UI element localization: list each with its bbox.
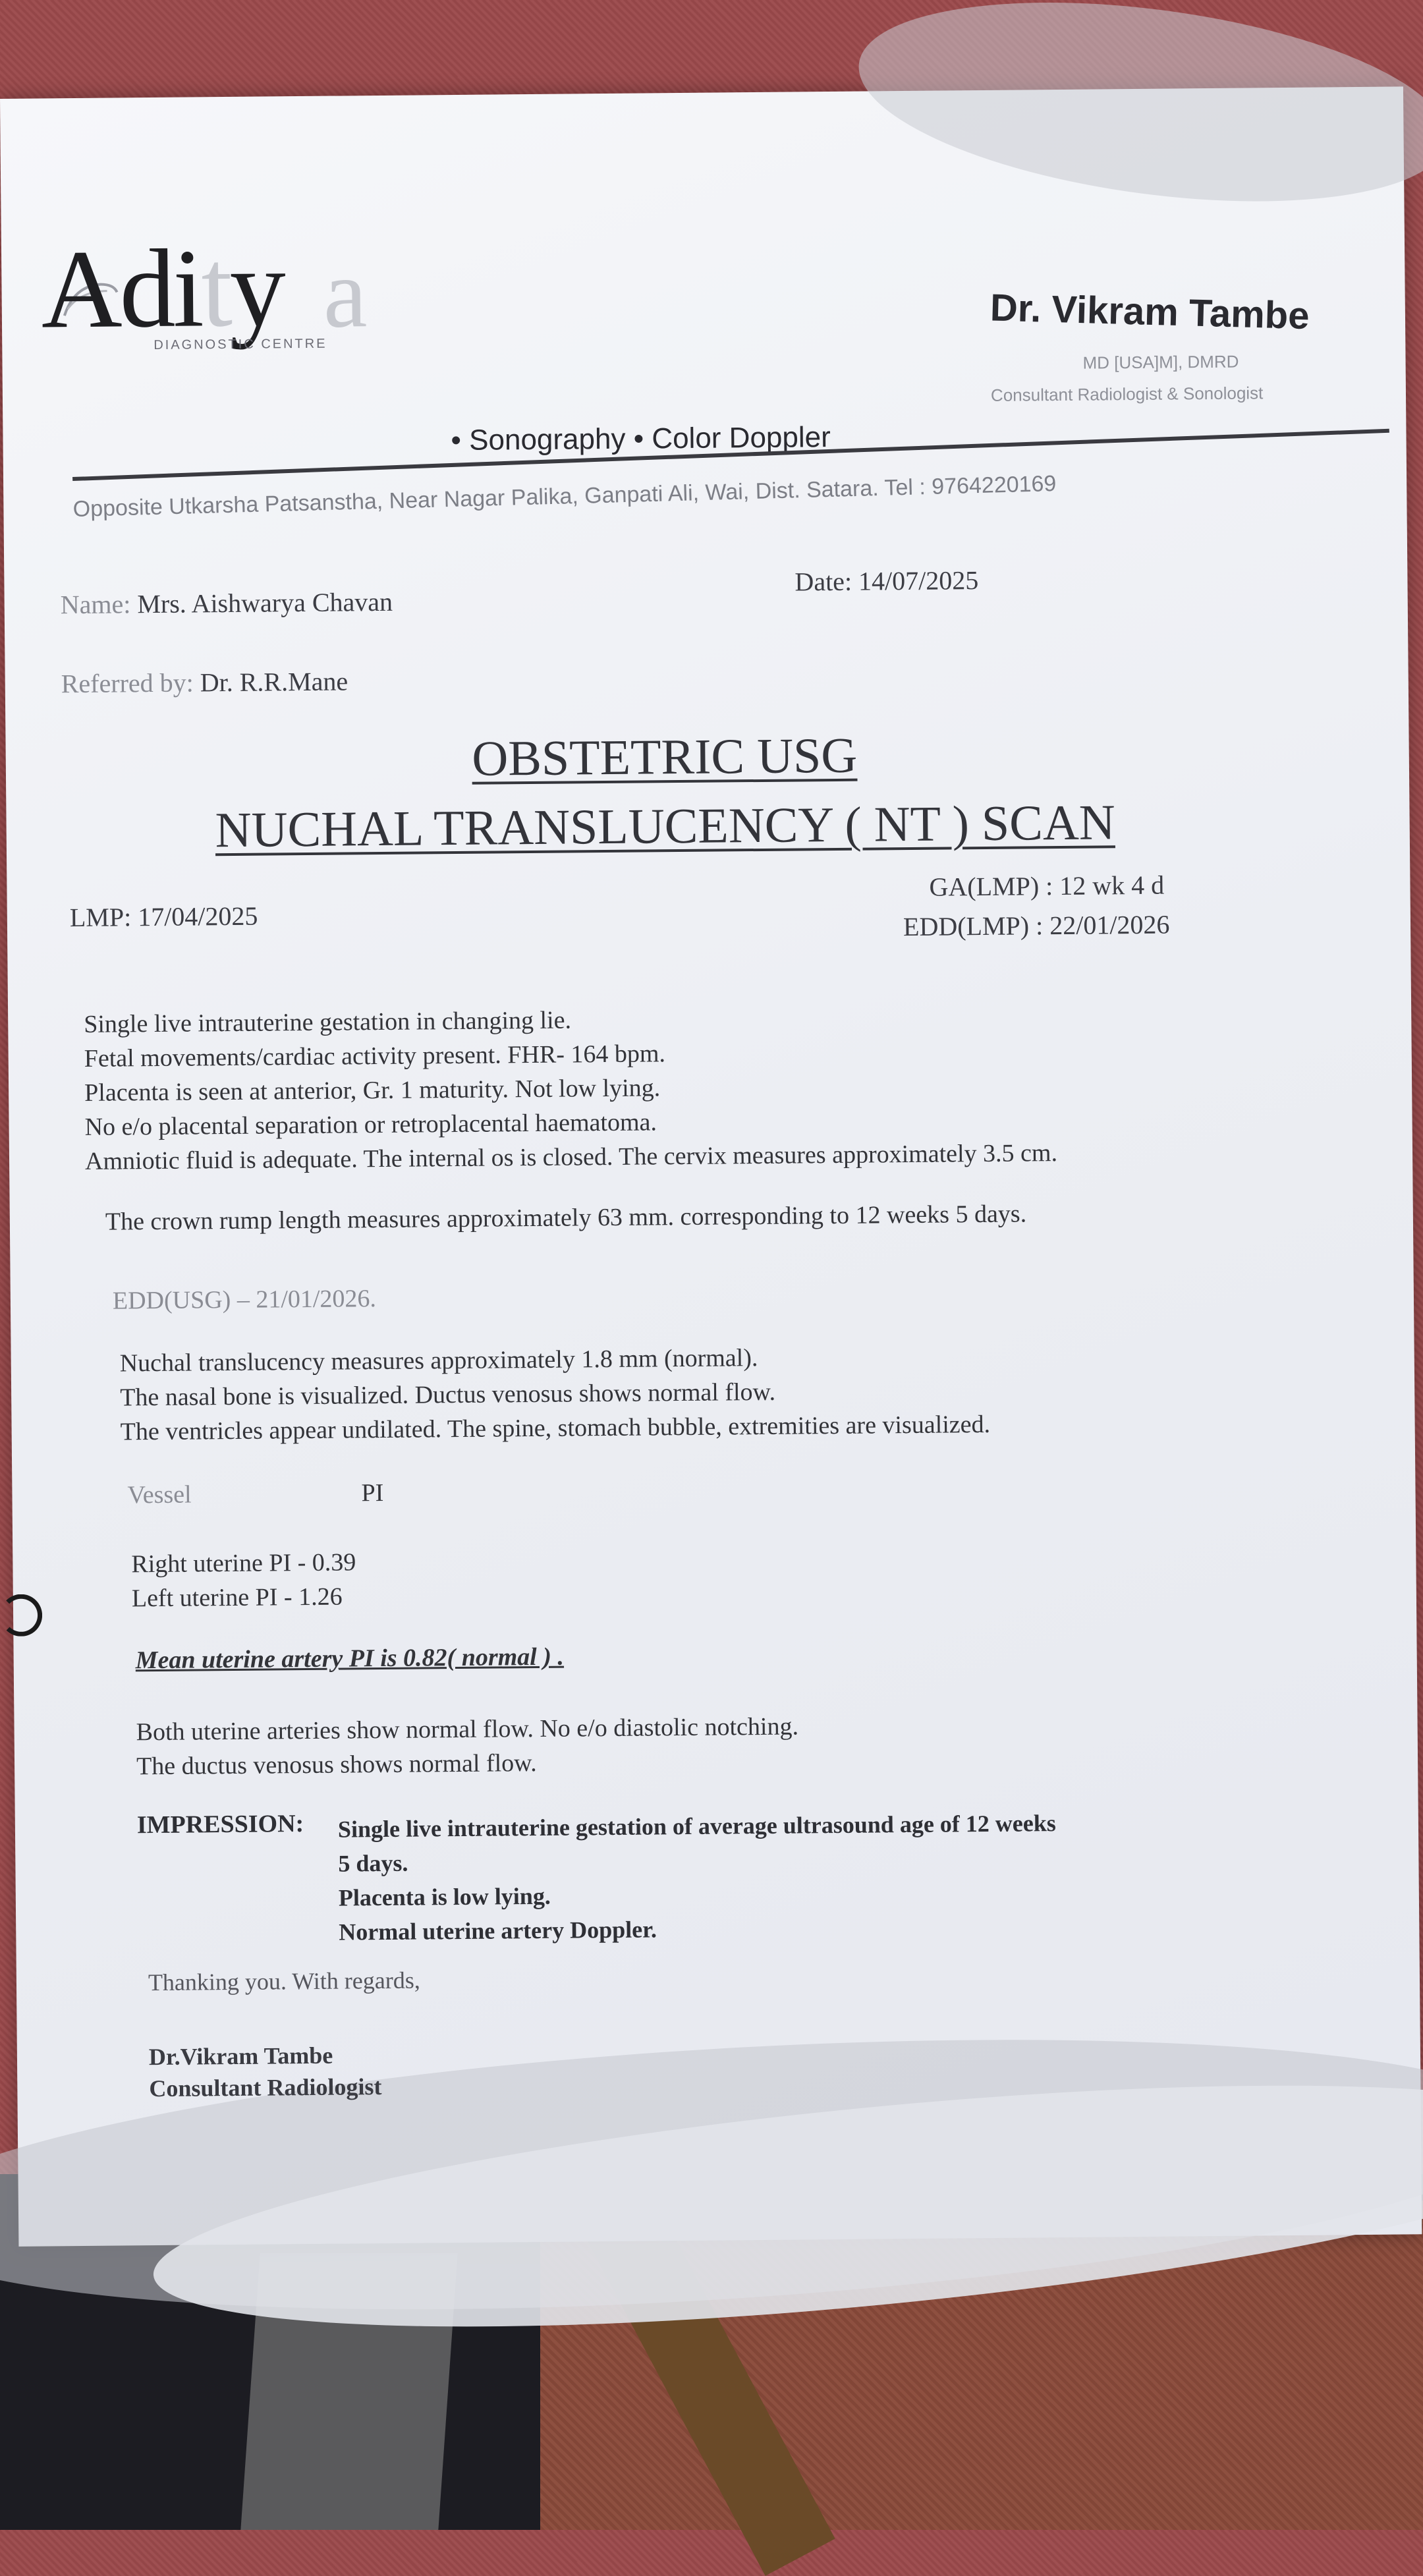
lmp-date: LMP: 17/04/2025 [69,901,258,933]
edd-usg: EDD(USG) – 21/01/2026. [112,1285,377,1315]
finding-line: Fetal movements/cardiac activity present. FHR- 164 bpm. [84,1040,666,1073]
vessel-row: Right uterine PI - 0.39 [131,1548,356,1579]
nt-findings-block [120,1339,991,1449]
finding-line: No e/o placental separation or retroplacental haematoma. [84,1108,657,1141]
finding-line: Placenta is seen at anterior, Gr. 1 maturity. Not low lying. [84,1074,661,1107]
doctor-name: Dr. Vikram Tambe [990,286,1310,338]
clinic-logo [40,225,411,366]
punch-hole [0,1594,42,1637]
report-date-field [795,565,978,597]
finding-line: Single live intrauterine gestation in changing lie. [84,1006,572,1038]
referring-doctor: Dr. R.R.Mane [200,666,349,698]
patient-name: Mrs. Aishwarya Chavan [137,586,393,619]
vessel-row: Left uterine PI - 1.26 [131,1582,343,1613]
nt-finding-line: Nuchal translucency measures approximately 1.8 mm (normal). [119,1344,758,1378]
vessel-table-rows [131,1545,356,1615]
impression-line: 5 days. [338,1849,408,1877]
closing-thanks: Thanking you. With regards, [148,1967,420,1996]
edd-lmp: EDD(LMP) : 22/01/2026 [903,909,1170,942]
patient-name-field [60,586,393,620]
vessel-table-header [127,1478,384,1513]
findings-block [84,999,1057,1179]
finding-line: Amniotic fluid is adequate. The internal os is closed. The cervix measures approximately 3.5 cm. [84,1139,1058,1175]
doppler-note-line: The ductus venosus shows normal flow. [136,1749,537,1781]
doctor-degree: MD [USA]M], DMRD [1082,351,1239,373]
impression-line: Placenta is low lying. [338,1882,551,1911]
nt-finding-line: The nasal bone is visualized. Ductus venosus shows normal flow. [120,1378,776,1412]
report-subtitle: NUCHAL TRANSLUCENCY ( NT ) SCAN [215,795,1115,858]
impression-label: IMPRESSION: [136,1810,304,1839]
referred-by-field [61,665,349,699]
signature-name: Dr.Vikram Tambe [148,2042,333,2071]
signature-title: Consultant Radiologist [149,2073,382,2102]
gestational-age: GA(LMP) : 12 wk 4 d [929,870,1165,902]
logo-wordmark: Adity [40,225,284,352]
services-line: • Sonography • Color Doppler [451,421,831,457]
doppler-notes [136,1710,798,1784]
doctor-title: Consultant Radiologist & Sonologist [990,383,1264,405]
report-paper [0,86,1422,2246]
impression-line: Normal uterine artery Doppler. [339,1916,657,1946]
crl-measurement: The crown rump length measures approximately 63 mm. corresponding to 12 weeks 5 days. [105,1200,1027,1236]
logo-wordmark-faded: a [322,238,368,349]
nt-finding-line: The ventricles appear undilated. The spine, stomach bubble, extremities are visualized. [120,1410,991,1446]
doppler-note-line: Both uterine arteries show normal flow. No e/o diastolic notching. [136,1712,799,1747]
vessel-column-header: Vessel [127,1480,192,1509]
name-label: Name: [60,589,131,620]
impression-line: Single live intrauterine gestation of average ultrasound age of 12 weeks [337,1810,1056,1843]
date-label: Date: [795,566,852,597]
report-title: OBSTETRIC USG [471,727,858,787]
report-date: 14/07/2025 [858,565,979,596]
pi-column-header: PI [361,1479,384,1507]
signature-block [149,2039,382,2104]
referred-label: Referred by: [61,667,194,699]
mean-pi-statement: Mean uterine artery PI is 0.82( normal ) . [135,1642,565,1675]
header-swoosh-graphic [847,0,1423,232]
impression-block [338,1806,1057,1949]
logo-subtitle: DIAGNOSTIC CENTRE [153,336,327,352]
clinic-address: Opposite Utkarsha Patsanstha, Near Nagar Palika, Ganpati Ali, Wai, Dist. Satara. Tel : 9764220169 [72,470,1057,522]
